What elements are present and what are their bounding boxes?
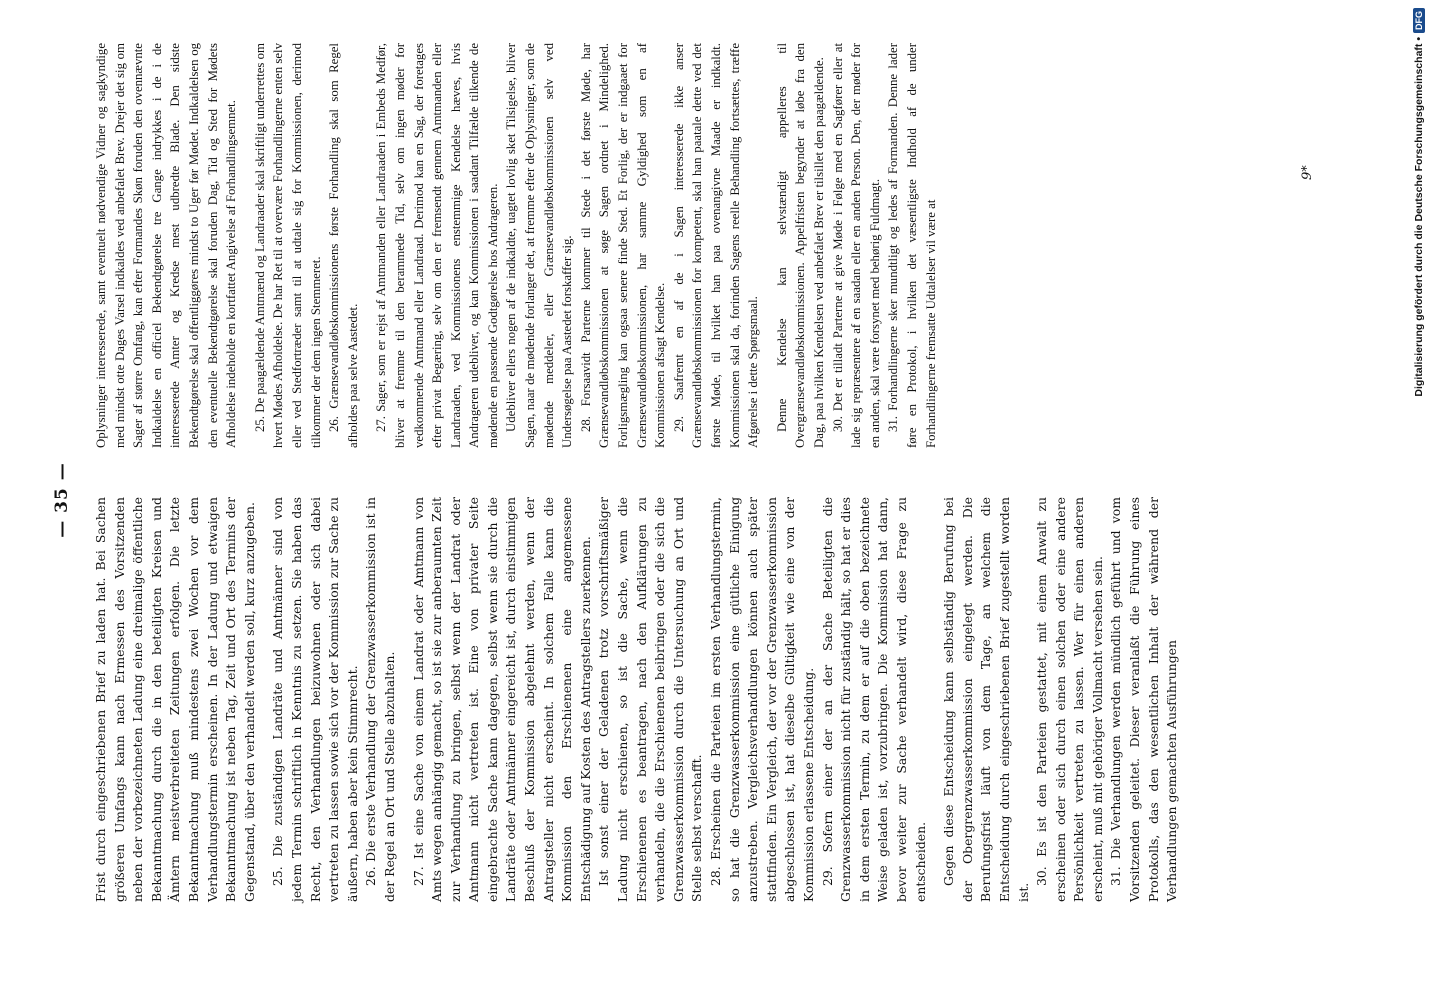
paragraph: 31. Forhandlingerne sker mundtligt og ledes af Formanden. Denne lader føre en Protokol, i hvilken det væsentligste Indhold af de under Forhandlingerne fremsatte Udtalelser vil være at — [886, 43, 938, 448]
paragraph: 29. Sofern einer der an der Sache Beteiligten die Grenzwasserkommission nicht für zuständig hält, so hat er dies in dem ersten Termin, zu dem er auf die oben bezeichnete Weise geladen ist, vorzubringen. Die Kommission hat dann, bevor weiter zur Sache verhandelt wird, diese Frage zu entscheiden. — [819, 497, 928, 902]
dfg-logo-icon: DFG — [1413, 8, 1425, 33]
paragraph: 28. Erscheinen die Parteien im ersten Verhandlungstermin, so hat die Grenzwasserkommission eine gütliche Einigung anzustreben. Vergleichsverhandlungen können auch später stattfinden. Ein Vergleich, der vor der Grenzwasserkommission abgeschlossen ist, hat dieselbe Gültigkeit wie eine von der Kommission erlassene Entscheidung. — [708, 497, 816, 902]
stamp-text: Digitalisierung gefördert durch die Deutsche Forschungsgemeinschaft • — [1413, 37, 1425, 397]
danish-text-column — [92, 43, 940, 448]
paragraph: 26. Grænsevandløbskommissionens første Forhandling skal som Regel afholdes paa selve Aastedet. — [327, 43, 360, 448]
digitization-stamp — [1410, 8, 1428, 988]
signature-mark: 9* — [1300, 165, 1315, 180]
paragraph: Ist sonst einer der Geladenen trotz vorschriftsmäßiger Ladung nicht erschienen, so ist die Sache, wenn die Erschienenen es beantragen, nach den Aufklärungen zu verhandeln, die die Erschienenen beibringen oder die sich die Grenzwasserkommission durch die Untersuchung an Ort und Stelle selbst verschafft. — [596, 497, 705, 902]
paragraph: 27. Sager, som er rejst af Amtmanden eller Landraaden i Embeds Medfør, bliver at fremme til den berammede Tid, selv om ingen møder for vedkommende Amtmand eller Landraad. Derimod kan en Sag, der foretages efter privat Begæring, selv om den er fremsendt gennem Amtmanden eller Landraaden, ved Kommissionens enstemmige Kendelse hæves, hvis Andrageren udebliver, og kan Kommissionen i saadant Tilfælde tilkende de mødende en passende Godtgørelse hos Andrageren. — [374, 43, 500, 448]
page-number: — 35 — — [52, 462, 72, 538]
paragraph: 31. Die Verhandlungen werden mündlich geführt und vom Vorsitzenden geleitet. Dieser veranlaßt die Führung eines Protokolls, das den wesentlichen Inhalt der während der Verhandlungen gemachten Ausführungen — [1108, 497, 1180, 902]
paragraph: 26. Die erste Verhandlung der Grenzwasserkommission ist in der Regel an Ort und Stelle abzuhalten. — [363, 497, 397, 902]
paragraph: Gegen diese Entscheidung kann selbständig Berufung bei der Obergrenzwasserkommission eingelegt werden. Die Berufungsfrist läuft von dem Tage, an welchem die Entscheidung durch eingeschriebenen Brief zugestellt worden ist. — [941, 497, 1031, 902]
paragraph: Udebliver ellers nogen af de indkaldte, uagtet lovlig sket Tilsigelse, bliver Sagen, naar de mødende forlanger det, at fremme efter de Oplysninger, som de mødende meddeler, eller Grænsevandløbskommissionen selv ved Undersøgelse paa Aastedet forskaffer sig. — [504, 43, 575, 448]
paragraph: Frist durch eingeschriebenen Brief zu laden hat. Bei Sachen größeren Umfangs kann nach Ermessen des Vorsitzenden neben der vorbezeichneten Ladung eine dreimalige öffentliche Bekanntmachung durch die in den beteiligten Kreisen und Ämtern meistverbreiteten Zeitungen erfolgen. Die letzte Bekanntmachung muß mindestens zwei Wochen vor dem Verhandlungstermin erscheinen. In der Ladung und etwaigen Bekanntmachung ist neben Tag, Zeit und Ort des Termins der Gegenstand, über den verhandelt werden soll, kurz anzugeben. — [93, 497, 257, 902]
paragraph: 30. Es ist den Parteien gestattet, mit einem Anwalt zu erscheinen oder sich durch einen solchen oder eine andere Persönlichkeit vertreten zu lassen. Wer für einen anderen erscheint, muß mit gehöriger Vollmacht versehen sein. — [1034, 497, 1105, 902]
paragraph: 25. De paagældende Amtmænd og Landraader skal skriftligt underrettes om hvert Mødes Afholdelse. De har Ret til at overvære Forhandlingerne enten selv eller ved Stedfortræder samt til at udtale sig for Kommissionen, derimod tilkommer der dem ingen Stemmeret. — [252, 43, 323, 448]
paragraph: 30. Det er tilladt Parterne at give Møde i Følge med en Sagfører eller at lade sig repræsentere af en saadan eller en anden Person. Den, der møder for en anden, skal være forsynet med behørig Fuldmagt. — [830, 43, 882, 448]
paragraph: 29. Saafremt en af de i Sagen interesserede ikke anser Grænsevandløbskommissionen for kompetent, skal han paatale dette ved det første Møde, til hvilket han paa ovenangivne Maade er indkaldt. Kommissionen skal da, forinden Sagens reelle Behandling fortsættes, træffe Afgørelse i dette Spørgsmaal. — [671, 43, 761, 448]
german-text-column — [92, 497, 1182, 902]
paragraph: Oplysninger interesserede, samt eventuelt nødvendige Vidner og sagkyndige med mindst otte Dages Varsel indkaldes ved anbefalet Brev. Drejer det sig om Sager af større Omfang, kan efter Formandes Skøn foruden den ovennævnte Indkaldelse en officiel Bekendtgørelse tre Gange indrykkes i de i de interesserede Amter og Kredse mest udbredte Blade. Den sidste Bekendtgørelse skal offentliggøres mindst to Uger før Mødet. Indkaldelsen og den eventuelle Bekendtgørelse skal foruden Dag, Tid og Sted for Mødets Afholdelse indeholde en kortfattet Angivelse af Forhandlingsemnet. — [94, 43, 239, 448]
paragraph: 27. Ist eine Sache von einem Landrat oder Amtmann von Amts wegen anhängig gemacht, so ist sie zur anberaumten Zeit zur Verhandlung zu bringen, selbst wenn der Landrat oder Amtmann nicht vertreten ist. Eine von privater Seite eingebrachte Sache kann dagegen, selbst wenn sie durch die Landräte oder Amtmänner eingereicht ist, durch einstimmigen Beschluß der Kommission abgelehnt werden, wenn der Antragsteller nicht erscheint. In solchem Falle kann die Kommission den Erschienenen eine angemessene Entschädigung auf Kosten des Antragstellers zuerkennen. — [410, 497, 593, 902]
paragraph: 28. Forsaavidt Parterne kommer til Stede i det første Møde, har Grænsevandløbskommissionen at søge Sagen ordnet i Mindelighed. Forligsmægling kan ogsaa senere finde Sted. Et Forlig, der er indgaaet for Grænsevandløbskommissionen, har samme Gyldighed som en af Kommissionen afsagt Kendelse. — [578, 43, 668, 448]
paragraph: Denne Kendelse kan selvstændigt appelleres til Overgrænsevandløbskommissionen. Appelfristen begynder at løbe fra den Dag, paa hvilken Kendelsen ved anbefalet Brev er tilsillet den paagældende. — [774, 43, 826, 448]
paragraph: 25. Die zuständigen Landräte und Amtmänner sind von jedem Termin schriftlich in Kenntnis zu setzen. Sie haben das Recht, den Verhandlungen beizuwohnen oder sich dabei vertreten zu lassen sowie sich vor der Kommission zur Sache zu äußern, haben aber kein Stimmrecht. — [270, 497, 360, 902]
